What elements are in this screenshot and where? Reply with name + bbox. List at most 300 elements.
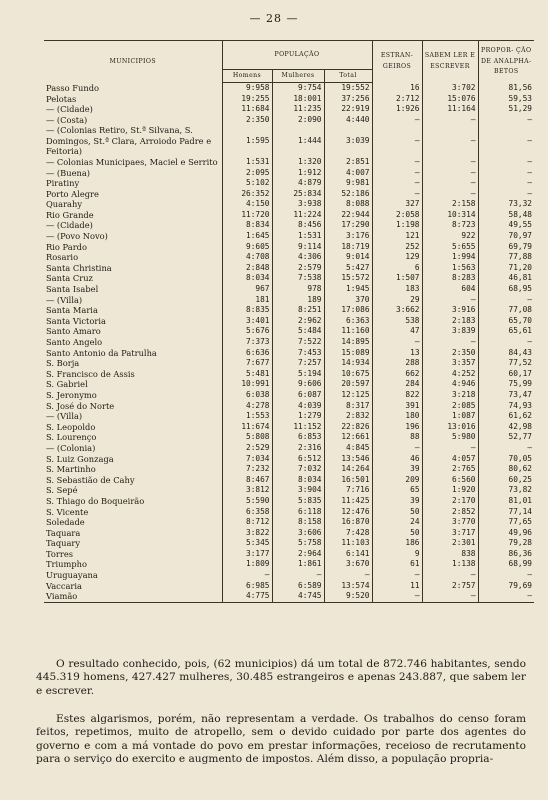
- cell-homens: 3:177: [222, 549, 272, 560]
- cell-estrangeiros: 6: [372, 263, 422, 274]
- census-table: [44, 40, 534, 603]
- cell-proporcao: 46,81: [478, 273, 534, 284]
- cell-sabem-ler: 4:252: [422, 369, 478, 380]
- table-row: [44, 390, 534, 401]
- page-number: — 28 —: [249, 12, 299, 25]
- cell-municipio: S. José do Norte: [46, 400, 115, 411]
- cell-total: —: [324, 570, 372, 581]
- cell-proporcao: 77,88: [478, 252, 534, 263]
- cell-mulheres: 1:912: [272, 167, 324, 178]
- cell-mulheres: 6:087: [272, 390, 324, 401]
- cell-mulheres: 4:039: [272, 401, 324, 412]
- cell-proporcao: 84,43: [478, 348, 534, 359]
- cell-sabem-ler: 3:357: [422, 358, 478, 369]
- cell-total: 15:572: [324, 273, 372, 284]
- cell-proporcao: 59,53: [478, 94, 534, 105]
- cell-sabem-ler: 3:717: [422, 528, 478, 539]
- cell-mulheres: 189: [272, 295, 324, 306]
- cell-sabem-ler: 4:057: [422, 454, 478, 465]
- cell-municipio: S. Sebastião de Cahy: [46, 474, 135, 485]
- table-row: [44, 305, 534, 316]
- cell-homens: 5:345: [222, 538, 272, 549]
- table-row: [44, 411, 534, 422]
- cell-municipio: S. Jeronymo: [46, 389, 97, 400]
- cell-total: 11:160: [324, 326, 372, 337]
- cell-municipio: — (Costa): [46, 114, 88, 125]
- cell-municipio: Soledade: [46, 517, 85, 528]
- cell-mulheres: 3:606: [272, 528, 324, 539]
- table-row: [44, 242, 534, 253]
- cell-total: 17:086: [324, 305, 372, 316]
- cell-total: 20:597: [324, 379, 372, 390]
- cell-mulheres: 9:754: [272, 83, 324, 94]
- cell-sabem-ler: —: [422, 115, 478, 126]
- cell-proporcao: —: [478, 115, 534, 126]
- cell-proporcao: 49,55: [478, 220, 534, 231]
- cell-municipio: Santa Cruz: [46, 273, 93, 284]
- table-row: [44, 369, 534, 380]
- cell-estrangeiros: 39: [372, 496, 422, 507]
- cell-estrangeiros: 186: [372, 538, 422, 549]
- cell-mulheres: 6:589: [272, 581, 324, 592]
- cell-mulheres: 5:194: [272, 369, 324, 380]
- cell-municipio: Santa Christina: [46, 262, 112, 273]
- cell-homens: 7:373: [222, 337, 272, 348]
- cell-municipio: — (Buena): [46, 167, 91, 178]
- table-row: [44, 337, 534, 348]
- cell-municipio: — (Povo Novo): [46, 231, 108, 242]
- table-row: [44, 549, 534, 560]
- cell-mulheres: 8:034: [272, 475, 324, 486]
- cell-sabem-ler: 2:183: [422, 316, 478, 327]
- cell-estrangeiros: —: [372, 178, 422, 189]
- header-total: Total: [324, 70, 372, 83]
- cell-proporcao: 79,69: [478, 581, 534, 592]
- header-sabem-ler: SABEM LER E ESCREVER: [422, 41, 478, 83]
- cell-municipio: Vaccaria: [46, 580, 82, 591]
- cell-total: 15:089: [324, 348, 372, 359]
- cell-homens: 11:674: [222, 422, 272, 433]
- cell-proporcao: 80,62: [478, 464, 534, 475]
- cell-municipio: S. Lourenço: [46, 432, 97, 443]
- cell-proporcao: —: [478, 125, 534, 157]
- cell-total: 12:476: [324, 506, 372, 517]
- cell-proporcao: 81,56: [478, 83, 534, 94]
- cell-total: 5:427: [324, 263, 372, 274]
- cell-proporcao: 58,48: [478, 210, 534, 221]
- cell-total: 37:256: [324, 94, 372, 105]
- cell-estrangeiros: —: [372, 337, 422, 348]
- cell-municipio: — (Villa): [46, 294, 83, 305]
- cell-total: 9:520: [324, 591, 372, 602]
- table-row: [44, 252, 534, 263]
- cell-mulheres: 1:320: [272, 157, 324, 168]
- cell-sabem-ler: 2:350: [422, 348, 478, 359]
- cell-homens: —: [222, 570, 272, 581]
- cell-mulheres: 8:158: [272, 517, 324, 528]
- cell-sabem-ler: 3:702: [422, 83, 478, 94]
- cell-proporcao: —: [478, 443, 534, 454]
- cell-homens: 967: [222, 284, 272, 295]
- cell-municipio: — (Cidade): [46, 220, 93, 231]
- cell-proporcao: 71,20: [478, 263, 534, 274]
- table-row: [44, 284, 534, 295]
- cell-homens: 8:712: [222, 517, 272, 528]
- cell-estrangeiros: —: [372, 125, 422, 157]
- cell-total: 12:125: [324, 390, 372, 401]
- cell-estrangeiros: 11: [372, 581, 422, 592]
- table-row: [44, 528, 534, 539]
- cell-sabem-ler: 10:314: [422, 210, 478, 221]
- table-row: [44, 443, 534, 454]
- cell-total: 8:088: [324, 199, 372, 210]
- cell-mulheres: 6:853: [272, 432, 324, 443]
- cell-proporcao: —: [478, 570, 534, 581]
- cell-total: 22:919: [324, 104, 372, 115]
- table-row: [44, 295, 534, 306]
- cell-municipio: — (Villa): [46, 411, 83, 422]
- cell-homens: 5:481: [222, 369, 272, 380]
- cell-mulheres: 11:224: [272, 210, 324, 221]
- cell-estrangeiros: 50: [372, 528, 422, 539]
- cell-municipio: — Colonias Municipaes, Maciel e Serrito: [46, 156, 218, 167]
- cell-sabem-ler: —: [422, 591, 478, 602]
- cell-homens: 181: [222, 295, 272, 306]
- cell-sabem-ler: —: [422, 443, 478, 454]
- cell-sabem-ler: 2:301: [422, 538, 478, 549]
- cell-proporcao: 68,95: [478, 284, 534, 295]
- cell-municipio: S. Sepé: [46, 485, 78, 496]
- cell-total: 4:845: [324, 443, 372, 454]
- cell-proporcao: —: [478, 591, 534, 602]
- cell-homens: 7:232: [222, 464, 272, 475]
- table-row: [44, 348, 534, 359]
- cell-proporcao: 61,62: [478, 411, 534, 422]
- cell-sabem-ler: 1:138: [422, 559, 478, 570]
- cell-homens: 7:677: [222, 358, 272, 369]
- cell-estrangeiros: —: [372, 570, 422, 581]
- cell-estrangeiros: 822: [372, 390, 422, 401]
- cell-estrangeiros: 1:198: [372, 220, 422, 231]
- cell-sabem-ler: 1:920: [422, 485, 478, 496]
- table-row: [44, 125, 534, 157]
- cell-proporcao: —: [478, 189, 534, 200]
- cell-homens: 26:352: [222, 189, 272, 200]
- cell-total: 52:186: [324, 189, 372, 200]
- cell-estrangeiros: 252: [372, 242, 422, 253]
- cell-municipio: — (Colonias Retiro, St.ª Silvana, S. Domingos, St.ª Clara, Arroiodo Padre e Feitoria): [46, 125, 212, 157]
- cell-total: 19:552: [324, 83, 372, 94]
- cell-municipio: S. Francisco de Assis: [46, 368, 135, 379]
- cell-sabem-ler: 838: [422, 549, 478, 560]
- cell-estrangeiros: —: [372, 591, 422, 602]
- table-row: [44, 517, 534, 528]
- cell-mulheres: 2:962: [272, 316, 324, 327]
- cell-proporcao: 79,28: [478, 538, 534, 549]
- cell-homens: 11:720: [222, 210, 272, 221]
- cell-homens: 4:775: [222, 591, 272, 602]
- cell-proporcao: 42,98: [478, 422, 534, 433]
- header-homens: Homens: [222, 70, 272, 83]
- cell-sabem-ler: —: [422, 189, 478, 200]
- cell-mulheres: 978: [272, 284, 324, 295]
- cell-mulheres: 5:758: [272, 538, 324, 549]
- cell-mulheres: 6:512: [272, 454, 324, 465]
- table-row: [44, 379, 534, 390]
- cell-homens: 2:848: [222, 263, 272, 274]
- cell-homens: 9:958: [222, 83, 272, 94]
- table-row: [44, 178, 534, 189]
- cell-estrangeiros: 16: [372, 83, 422, 94]
- cell-sabem-ler: —: [422, 295, 478, 306]
- cell-mulheres: 5:835: [272, 496, 324, 507]
- cell-municipio: Santa Victoria: [46, 315, 106, 326]
- cell-proporcao: —: [478, 337, 534, 348]
- cell-homens: 3:401: [222, 316, 272, 327]
- cell-sabem-ler: 922: [422, 231, 478, 242]
- cell-municipio: Porto Alegre: [46, 188, 99, 199]
- table-row: [44, 263, 534, 274]
- cell-sabem-ler: 1:563: [422, 263, 478, 274]
- cell-sabem-ler: 1:087: [422, 411, 478, 422]
- cell-municipio: Triumpho: [46, 559, 88, 570]
- cell-sabem-ler: 2:170: [422, 496, 478, 507]
- cell-municipio: Taquara: [46, 527, 81, 538]
- table-row: [44, 591, 534, 602]
- table-row: [44, 496, 534, 507]
- cell-proporcao: 75,99: [478, 379, 534, 390]
- cell-homens: 5:102: [222, 178, 272, 189]
- paragraph-result: O resultado conhecido, pois, (62 municipios) dá um total de 872.746 habitantes, sendo 445.319 homens, 427.427 mulheres, 30.485 estrangeiros e apenas 243.887, que sabem ler e escrever.: [36, 657, 526, 697]
- cell-total: 3:670: [324, 559, 372, 570]
- table-row: [44, 358, 534, 369]
- cell-proporcao: 70,05: [478, 454, 534, 465]
- cell-municipio: Santo Amaro: [46, 326, 101, 337]
- cell-homens: 3:812: [222, 485, 272, 496]
- cell-total: 14:934: [324, 358, 372, 369]
- cell-total: 9:981: [324, 178, 372, 189]
- cell-estrangeiros: 61: [372, 559, 422, 570]
- cell-mulheres: 5:484: [272, 326, 324, 337]
- cell-mulheres: 1:531: [272, 231, 324, 242]
- cell-total: 22:944: [324, 210, 372, 221]
- cell-estrangeiros: —: [372, 167, 422, 178]
- cell-municipio: S. Luiz Gonzaga: [46, 453, 114, 464]
- cell-mulheres: 4:879: [272, 178, 324, 189]
- cell-total: 8:317: [324, 401, 372, 412]
- cell-total: 10:675: [324, 369, 372, 380]
- cell-municipio: Rosario: [46, 252, 79, 263]
- cell-estrangeiros: —: [372, 189, 422, 200]
- cell-sabem-ler: —: [422, 178, 478, 189]
- cell-homens: 6:985: [222, 581, 272, 592]
- cell-sabem-ler: 2:158: [422, 199, 478, 210]
- cell-municipio: S. Thiago do Boqueirão: [46, 495, 145, 506]
- cell-mulheres: 4:306: [272, 252, 324, 263]
- table-row: [44, 485, 534, 496]
- cell-total: 11:425: [324, 496, 372, 507]
- cell-estrangeiros: 180: [372, 411, 422, 422]
- cell-homens: 9:605: [222, 242, 272, 253]
- cell-sabem-ler: 4:946: [422, 379, 478, 390]
- cell-estrangeiros: 196: [372, 422, 422, 433]
- cell-estrangeiros: 209: [372, 475, 422, 486]
- cell-total: 4:440: [324, 115, 372, 126]
- cell-mulheres: 7:257: [272, 358, 324, 369]
- cell-mulheres: 7:032: [272, 464, 324, 475]
- cell-homens: 5:590: [222, 496, 272, 507]
- cell-total: 7:428: [324, 528, 372, 539]
- table-header: [44, 41, 534, 83]
- cell-sabem-ler: 11:164: [422, 104, 478, 115]
- cell-mulheres: 8:456: [272, 220, 324, 231]
- cell-proporcao: —: [478, 295, 534, 306]
- cell-homens: 8:835: [222, 305, 272, 316]
- cell-total: 3:176: [324, 231, 372, 242]
- cell-total: 12:661: [324, 432, 372, 443]
- cell-sabem-ler: 13:016: [422, 422, 478, 433]
- cell-homens: 4:278: [222, 401, 272, 412]
- table-body: [44, 83, 534, 603]
- cell-mulheres: 2:090: [272, 115, 324, 126]
- cell-sabem-ler: —: [422, 125, 478, 157]
- cell-total: 16:870: [324, 517, 372, 528]
- cell-homens: 6:358: [222, 506, 272, 517]
- cell-total: 13:574: [324, 581, 372, 592]
- cell-estrangeiros: 129: [372, 252, 422, 263]
- cell-mulheres: 25:834: [272, 189, 324, 200]
- cell-total: 1:945: [324, 284, 372, 295]
- cell-municipio: S. Gabriel: [46, 379, 88, 390]
- cell-municipio: Santo Angelo: [46, 337, 103, 348]
- cell-municipio: S. Vicente: [46, 506, 89, 517]
- cell-homens: 2:529: [222, 443, 272, 454]
- table-row: [44, 432, 534, 443]
- cell-municipio: S. Martinho: [46, 464, 96, 475]
- cell-total: 13:546: [324, 454, 372, 465]
- table-row: [44, 464, 534, 475]
- table-row: [44, 316, 534, 327]
- table-row: [44, 475, 534, 486]
- cell-municipio: S. Leopoldo: [46, 421, 96, 432]
- cell-homens: 8:467: [222, 475, 272, 486]
- cell-sabem-ler: 2:085: [422, 401, 478, 412]
- cell-proporcao: 60,17: [478, 369, 534, 380]
- cell-municipio: Santa Isabel: [46, 284, 99, 295]
- table-row: [44, 220, 534, 231]
- cell-estrangeiros: 13: [372, 348, 422, 359]
- cell-homens: 5:676: [222, 326, 272, 337]
- cell-homens: 3:822: [222, 528, 272, 539]
- cell-mulheres: 2:579: [272, 263, 324, 274]
- cell-mulheres: 3:938: [272, 199, 324, 210]
- cell-estrangeiros: 9: [372, 549, 422, 560]
- cell-homens: 1:809: [222, 559, 272, 570]
- table-row: [44, 94, 534, 105]
- cell-mulheres: 7:538: [272, 273, 324, 284]
- cell-mulheres: 11:235: [272, 104, 324, 115]
- cell-total: 6:141: [324, 549, 372, 560]
- cell-proporcao: 77,52: [478, 358, 534, 369]
- cell-homens: 1:531: [222, 157, 272, 168]
- cell-homens: 8:034: [222, 273, 272, 284]
- cell-sabem-ler: 3:218: [422, 390, 478, 401]
- cell-sabem-ler: 5:655: [422, 242, 478, 253]
- cell-estrangeiros: 288: [372, 358, 422, 369]
- cell-municipio: Rio Grande: [46, 209, 94, 220]
- cell-proporcao: 65,70: [478, 316, 534, 327]
- cell-mulheres: 11:152: [272, 422, 324, 433]
- cell-proporcao: 70,97: [478, 231, 534, 242]
- cell-proporcao: 68,99: [478, 559, 534, 570]
- table-row: [44, 401, 534, 412]
- cell-estrangeiros: 391: [372, 401, 422, 412]
- cell-municipio: S. Borja: [46, 358, 80, 369]
- cell-municipio: Santo Antonio da Patrulha: [46, 347, 157, 358]
- cell-homens: 4:708: [222, 252, 272, 263]
- cell-sabem-ler: 604: [422, 284, 478, 295]
- cell-sabem-ler: —: [422, 167, 478, 178]
- cell-sabem-ler: 8:283: [422, 273, 478, 284]
- cell-estrangeiros: —: [372, 157, 422, 168]
- cell-municipio: Passo Fundo: [46, 82, 100, 93]
- cell-proporcao: 81,01: [478, 496, 534, 507]
- cell-estrangeiros: 3:662: [372, 305, 422, 316]
- cell-total: 9:014: [324, 252, 372, 263]
- cell-homens: 1:553: [222, 411, 272, 422]
- cell-estrangeiros: —: [372, 115, 422, 126]
- cell-proporcao: 60,25: [478, 475, 534, 486]
- cell-sabem-ler: 6:560: [422, 475, 478, 486]
- cell-proporcao: 77,14: [478, 506, 534, 517]
- cell-mulheres: 1:861: [272, 559, 324, 570]
- cell-estrangeiros: 538: [372, 316, 422, 327]
- cell-mulheres: —: [272, 570, 324, 581]
- cell-total: 7:716: [324, 485, 372, 496]
- paragraph-analysis: Estes algarismos, porém, não representam a verdade. Os trabalhos do censo foram feitos, repetimos, muito de atropello, sem o devido cuidado por parte dos agentes do governo e com a má vontade do povo em prestar informações, receioso de recrutamento para o serviço do exercito e augmento de impostos. Além disso, a população propria-: [36, 712, 526, 766]
- cell-homens: 5:808: [222, 432, 272, 443]
- cell-municipio: — (Colonia): [46, 442, 96, 453]
- cell-proporcao: 74,93: [478, 401, 534, 412]
- cell-estrangeiros: 50: [372, 506, 422, 517]
- header-municipios: MUNICIPIOS: [44, 41, 222, 83]
- cell-proporcao: 86,36: [478, 549, 534, 560]
- table-row: [44, 115, 534, 126]
- cell-sabem-ler: 1:994: [422, 252, 478, 263]
- table-row: [44, 157, 534, 168]
- cell-homens: 2:095: [222, 167, 272, 178]
- cell-estrangeiros: 183: [372, 284, 422, 295]
- cell-sabem-ler: 2:765: [422, 464, 478, 475]
- header-populacao: POPULAÇÃO: [222, 41, 372, 70]
- cell-homens: 6:038: [222, 390, 272, 401]
- table-row: [44, 559, 534, 570]
- header-mulheres: Mulheres: [272, 70, 324, 83]
- table-row: [44, 189, 534, 200]
- table-row: [44, 199, 534, 210]
- table-row: [44, 422, 534, 433]
- cell-homens: 6:636: [222, 348, 272, 359]
- cell-proporcao: —: [478, 167, 534, 178]
- cell-mulheres: 6:118: [272, 506, 324, 517]
- cell-municipio: Torres: [46, 548, 73, 559]
- cell-mulheres: 4:745: [272, 591, 324, 602]
- cell-municipio: Rio Pardo: [46, 241, 87, 252]
- cell-sabem-ler: 3:916: [422, 305, 478, 316]
- cell-sabem-ler: 3:839: [422, 326, 478, 337]
- cell-mulheres: 7:453: [272, 348, 324, 359]
- cell-total: 16:501: [324, 475, 372, 486]
